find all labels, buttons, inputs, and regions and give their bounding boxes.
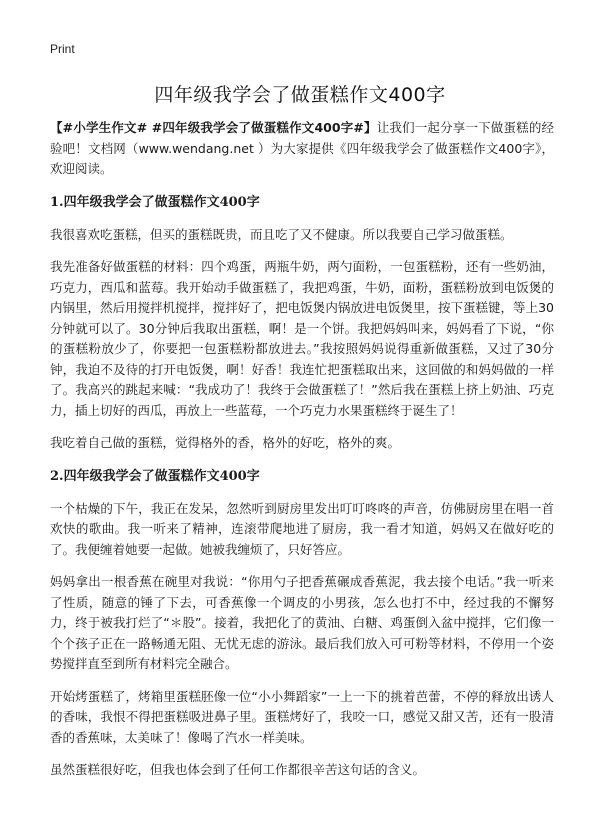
paragraph: 我吃着自己做的蛋糕，觉得格外的香，格外的好吃，格外的爽。: [50, 435, 401, 450]
paragraph: 我先准备好做蛋糕的材料：四个鸡蛋，两瓶牛奶，两勺面粉，一包蛋糕粉，还有一些奶油，巧克力，西瓜和蓝莓。我开始动手做蛋糕了，我把鸡蛋，牛奶，面粉，蛋糕粉放到电饭煲的内锅里，然后用搅拌机搅拌，搅拌好了，把电饭煲内锅放进电饭煲里，按下蛋糕键，等上30分钟就可以了。30分钟后我取出蛋糕，啊！是一个饼。我把妈妈叫来，妈妈看了下说，“你的蛋糕粉放少了，你要把一包蛋糕粉都放进去。”我按照妈妈说得重新做蛋糕，又过了30分钟，我迫不及待的打开电饭煲，啊！好香！我连忙把蛋糕取出来，这回做的和妈妈做的一样了。我高兴的跳起来喊：“我成功了！我终于会做蛋糕了！”然后我在蛋糕上挤上奶油、巧克力，插上切好的西瓜，再放上一些蓝莓，一个巧克力水果蛋糕终于诞生了！: [50, 259, 554, 418]
page-title: 四年级我学会了做蛋糕作文400字: [154, 84, 446, 106]
section-1: [50, 193, 554, 454]
intro-tag: 【#小学生作文# #四年级我学会了做蛋糕作文400字#】: [50, 120, 377, 135]
paragraph: 开始烤蛋糕了，烤箱里蛋糕胚像一位“小小舞蹈家”一上一下的挑着芭蕾，不停的释放出诱人的香味，我恨不得把蛋糕吸进鼻子里。蛋糕烤好了，我咬一口，感觉又甜又苦，还有一股清香的香蕉味，太美味了！像喝了汽水一样美味。: [50, 688, 554, 745]
paragraph: 虽然蛋糕很好吃，但我也体会到了任何工作都很辛苦这句话的含义。: [50, 762, 426, 777]
paragraph: 妈妈拿出一根香蕉在碗里对我说：“你用勺子把香蕉碾成香蕉泥，我去接个电话。”我一听来了性质，随意的锤了下去，可香蕉像一个调皮的小男孩，怎么也打不中，经过我的不懈努力，终于被我打烂了“＊股”。接着，我把化了的黄油、白糖、鸡蛋倒入盆中搅拌，它们像一个个孩子正在一路畅通无阻、无忧无虑的游泳。最后我们放入可可粉等材料，不停用一个姿势搅拌直至到所有材料完全融合。: [50, 574, 554, 671]
intro-paragraph: [50, 118, 554, 180]
paragraph: 一个枯燥的下午，我正在发呆，忽然听到厨房里发出叮叮咚咚的声音，仿佛厨房里在唱一首欢快的歌曲。我一听来了精神，连滚带爬地进了厨房，我一看才知道，妈妈又在做好吃的了。我便缠着她要一起做。她被我缠烦了，只好答应。: [50, 500, 554, 557]
print-label[interactable]: Print: [50, 42, 75, 56]
section-heading: 1.四年级我学会了做蛋糕作文400字: [50, 194, 260, 210]
paragraph: 我很喜欢吃蛋糕，但买的蛋糕既贵，而且吃了又不健康。所以我要自己学习做蛋糕。: [50, 226, 513, 242]
section-2: [50, 467, 554, 781]
intro-text: 让我们一起分享一下做蛋糕的经验吧！文档网（www.wendang.net ）为大家提供《四年级我学会了做蛋糕作文400字》，欢迎阅读。: [50, 120, 554, 176]
section-heading: 2.四年级我学会了做蛋糕作文400字: [50, 468, 260, 484]
article-body: [50, 118, 554, 793]
